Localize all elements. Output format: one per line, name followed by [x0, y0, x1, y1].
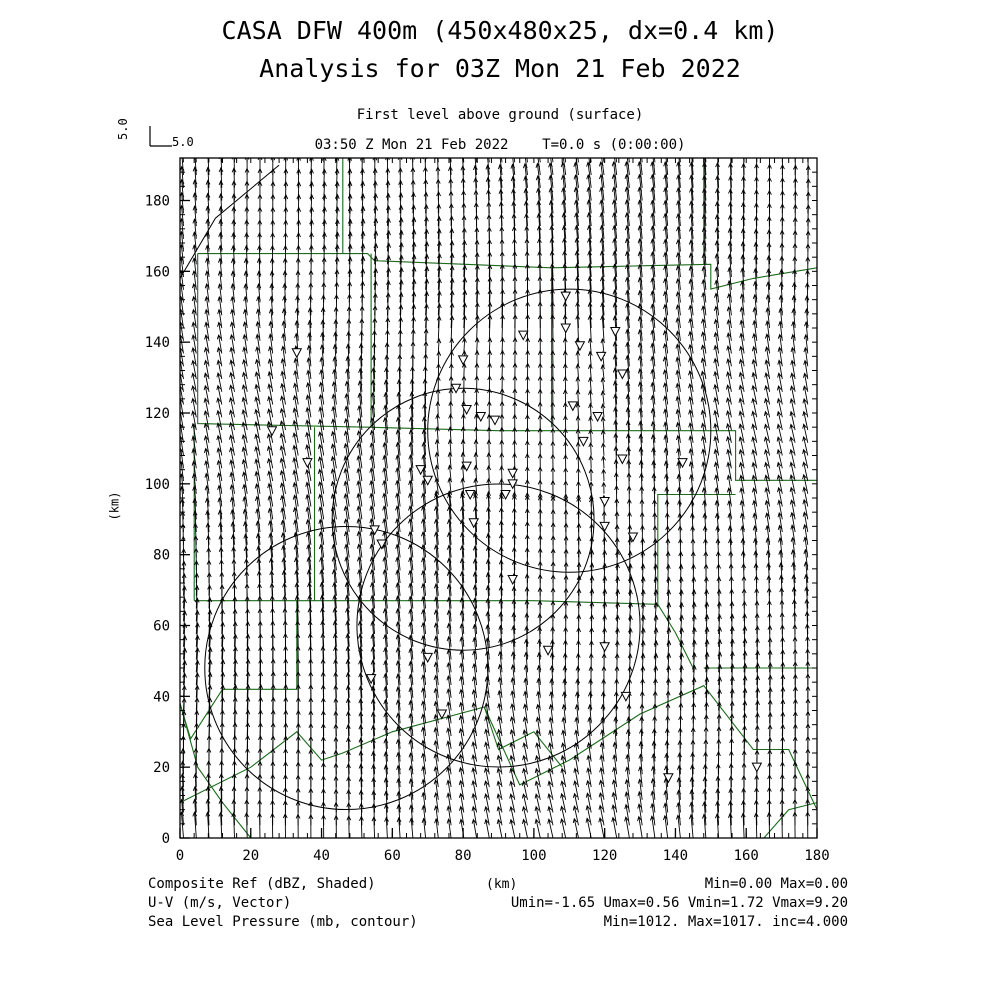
legend-var2-name: U-V (m/s, Vector)	[148, 895, 292, 911]
y-tick-label: 0	[161, 831, 170, 847]
wind-vector	[589, 404, 593, 418]
reference-vector-label: 5.0	[172, 135, 194, 149]
wind-vector	[525, 493, 529, 507]
wind-vector	[806, 153, 810, 175]
boundary-line	[658, 604, 693, 668]
wind-vector	[601, 316, 605, 341]
radar-site-marker	[579, 437, 588, 446]
x-tick-label: 120	[592, 848, 618, 864]
wind-vector	[449, 414, 453, 430]
wind-vector	[450, 316, 454, 341]
y-tick-label: 180	[144, 193, 170, 210]
radar-site-marker	[459, 356, 468, 365]
wind-vector	[486, 165, 490, 188]
wind-vector	[715, 814, 719, 838]
wind-vector	[525, 214, 529, 239]
wind-vector	[397, 818, 401, 838]
wind-vector	[589, 456, 593, 468]
wind-vector	[538, 428, 542, 443]
wind-vector	[755, 151, 759, 175]
reference-vector-label-rotated: 5.0	[116, 118, 130, 140]
radar-site-marker	[544, 646, 553, 655]
wind-vector	[601, 378, 605, 392]
wind-vector	[576, 456, 580, 469]
y-tick-label: 80	[153, 547, 170, 564]
radar-site-marker	[611, 328, 620, 337]
wind-vector	[334, 320, 338, 341]
wind-vector	[564, 481, 568, 494]
wind-vector	[768, 138, 772, 162]
wind-vector	[781, 139, 785, 163]
wind-vector	[232, 142, 236, 162]
wind-vector	[525, 441, 529, 456]
y-tick-label: 100	[144, 476, 170, 493]
wind-vector	[551, 455, 555, 469]
legend-var3-range: Min=1012. Max=1017. inc=4.000	[603, 914, 848, 930]
y-axis-label: (km)	[107, 491, 122, 521]
wind-vector	[525, 467, 529, 481]
wind-vector	[589, 430, 593, 443]
wind-vector	[602, 456, 606, 468]
reference-vector	[150, 126, 172, 146]
radar-site-marker	[593, 413, 602, 422]
wind-vector	[486, 153, 490, 175]
wind-vector	[487, 466, 491, 481]
boundary-line	[180, 703, 251, 838]
y-tick-label: 160	[144, 264, 170, 281]
wind-vector	[551, 481, 555, 494]
y-tick-label: 20	[153, 760, 170, 777]
wind-vector	[538, 402, 542, 417]
radar-site-marker	[600, 522, 609, 531]
x-tick-label: 20	[242, 848, 260, 864]
wind-vector	[244, 547, 248, 571]
wind-vector	[601, 404, 605, 417]
wind-vector	[589, 378, 593, 392]
wind-vector	[450, 351, 454, 366]
wind-vector	[793, 139, 797, 162]
boundary-line	[764, 803, 817, 838]
wind-vector	[576, 416, 580, 430]
wind-vector	[450, 339, 454, 354]
wind-vector	[806, 140, 810, 163]
wind-vector	[589, 469, 593, 481]
radar-range-rings	[205, 289, 711, 809]
wind-vector	[563, 390, 567, 405]
wind-vector	[576, 315, 580, 341]
wind-vector	[601, 417, 605, 430]
wind-vector	[485, 140, 489, 162]
wind-vector	[513, 454, 517, 469]
wind-vector	[473, 141, 477, 162]
wind-vector	[551, 442, 555, 456]
wind-vector	[538, 467, 542, 481]
reference-vector-arrow	[150, 126, 172, 146]
wind-vector	[500, 466, 504, 481]
wind-vector	[244, 534, 248, 557]
wind-vector	[564, 468, 568, 481]
x-tick-label: 40	[313, 848, 330, 864]
radar-site-marker	[575, 342, 584, 351]
wind-vector	[488, 338, 492, 353]
wind-vector	[588, 365, 592, 379]
x-tick-label: 160	[733, 848, 759, 864]
wind-vector	[206, 523, 210, 545]
wind-vector	[588, 316, 592, 341]
wind-vectors	[179, 136, 810, 838]
wind-vector	[385, 818, 389, 839]
wind-vector	[564, 416, 568, 430]
wind-vector	[755, 626, 759, 647]
radar-site-marker	[561, 324, 570, 333]
wind-vector	[602, 483, 606, 494]
wind-vector	[474, 178, 478, 200]
legend-var1-name: Composite Ref (dBZ, Shaded)	[148, 876, 376, 892]
wind-vector	[412, 193, 416, 214]
wind-vector	[206, 511, 210, 532]
wind-vector	[601, 339, 605, 354]
wind-vector	[601, 391, 605, 404]
level-subtitle: First level above ground (surface)	[356, 107, 644, 123]
wind-vector	[576, 429, 580, 442]
wind-vector	[768, 152, 772, 176]
wind-vector	[741, 813, 745, 838]
wind-vector	[538, 441, 542, 455]
wind-vector	[437, 364, 441, 379]
radar-site-marker	[752, 763, 761, 772]
radar-site-marker	[561, 292, 570, 301]
wind-vector	[589, 417, 593, 430]
wind-vector	[486, 178, 490, 201]
valid-time-label: 03:50 Z Mon 21 Feb 2022 T=0.0 s (0:00:00)	[314, 137, 686, 153]
wind-vector	[743, 614, 747, 634]
wind-vector	[526, 428, 530, 443]
radar-site-marker	[618, 370, 627, 379]
wind-vector	[232, 813, 236, 838]
wind-vector	[564, 442, 568, 456]
x-tick-label: 180	[804, 848, 830, 864]
wind-vector	[589, 391, 593, 405]
wind-vector	[498, 152, 502, 175]
radar-site-marker	[490, 416, 499, 425]
legend-var2-range: Umin=-1.65 Umax=0.56 Vmin=1.72 Vmax=9.20	[510, 895, 848, 911]
radar-site-marker	[508, 575, 517, 584]
y-tick-label: 140	[144, 335, 170, 352]
radar-site-marker	[292, 349, 301, 358]
wind-vector	[231, 522, 235, 545]
main-title-line1: CASA DFW 400m (450x480x25, dx=0.4 km)	[221, 16, 779, 45]
radar-site-marker	[600, 643, 609, 652]
wind-vector	[577, 482, 581, 494]
wind-vector	[538, 480, 542, 494]
wind-vector	[742, 151, 746, 175]
county-boundaries	[180, 158, 817, 838]
wind-vector	[283, 583, 287, 608]
x-axis-label: (km)	[486, 877, 518, 892]
legend-var3-name: Sea Level Pressure (mb, contour)	[148, 914, 418, 930]
wind-vector	[793, 152, 797, 175]
wind-vector	[219, 523, 223, 545]
wind-vector	[576, 377, 580, 392]
x-tick-label: 140	[662, 848, 689, 864]
wind-vector	[474, 440, 478, 456]
wind-vector	[385, 355, 389, 379]
wind-vector	[601, 443, 605, 455]
wind-vector	[551, 429, 555, 443]
wind-vector	[525, 454, 529, 468]
wind-vector	[270, 571, 274, 596]
wind-vector	[588, 352, 592, 367]
plot-frame	[180, 158, 817, 838]
wind-vector	[231, 535, 235, 558]
x-tick-label: 100	[521, 848, 547, 864]
wind-vector	[564, 455, 568, 468]
wind-vector	[652, 729, 656, 749]
x-tick-label: 80	[454, 848, 472, 864]
wind-vector	[589, 443, 593, 456]
y-tick-label: 40	[153, 689, 170, 706]
radar-site-marker	[568, 402, 577, 411]
wind-vector	[473, 166, 477, 188]
wind-vector	[513, 441, 517, 456]
wind-vector	[602, 470, 606, 482]
wind-vector	[475, 338, 479, 353]
legend-var1-range: Min=0.00 Max=0.00	[704, 876, 848, 892]
wind-vector	[601, 365, 605, 379]
x-tick-label: 60	[383, 848, 401, 864]
wind-vector	[437, 339, 441, 354]
wind-vector	[563, 377, 567, 392]
wind-vector	[601, 430, 605, 443]
x-tick-label: 0	[175, 848, 185, 864]
y-tick-label: 120	[144, 406, 170, 422]
wind-vector	[576, 469, 580, 481]
wind-vector	[461, 427, 465, 443]
wind-vector	[513, 493, 517, 507]
boundary-line	[198, 254, 817, 481]
boundary-line	[198, 254, 817, 289]
wind-vector	[576, 403, 580, 417]
wind-vector	[551, 468, 555, 481]
wind-vector	[563, 403, 567, 417]
wind-vector	[473, 153, 477, 175]
wind-vector	[781, 152, 785, 175]
radar-site-marker	[600, 498, 609, 507]
main-title-line2: Analysis for 03Z Mon 21 Feb 2022	[259, 54, 741, 83]
radar-site-marker	[519, 331, 528, 340]
radar-site-marker	[597, 352, 606, 361]
wind-vector	[538, 454, 542, 468]
wind-vector	[538, 415, 542, 430]
radar-site-marker	[508, 469, 517, 478]
y-tick-label: 60	[153, 618, 170, 635]
radar-site-marker	[618, 455, 627, 464]
wind-vector	[755, 138, 759, 162]
wind-vector	[437, 352, 441, 367]
